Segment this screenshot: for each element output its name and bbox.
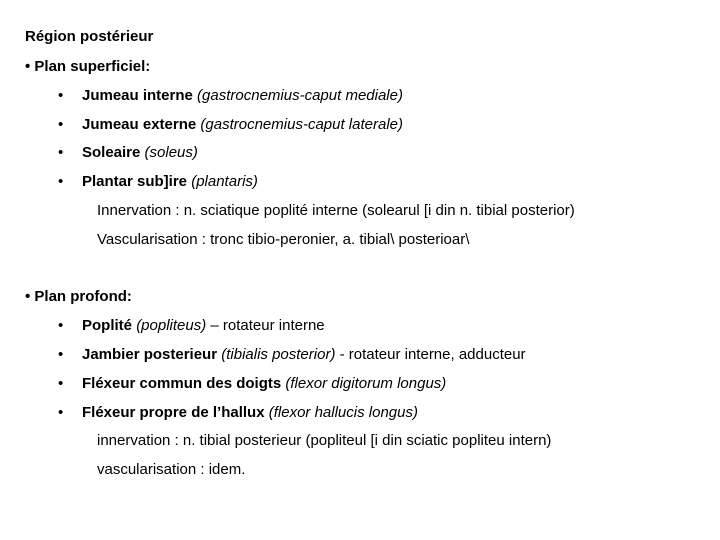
list-item <box>58 116 403 134</box>
innervation-text: Innervation : n. sciatique poplité interne (solearul [i din n. tibial posterior) <box>97 202 575 219</box>
latin-name: (gastrocnemius-caput laterale) <box>200 116 403 133</box>
innervation-text: innervation : n. tibial posterieur (popliteul [i din sciatic popliteu intern) <box>97 432 552 449</box>
bullet: • <box>58 144 64 161</box>
muscle-name: Plantar sub]ire <box>82 173 188 190</box>
muscle-name: Fléxeur propre de l’hallux <box>82 404 265 421</box>
list-item <box>58 173 258 191</box>
bullet: • <box>58 173 64 190</box>
list-item <box>58 144 198 162</box>
latin-name: (flexor hallucis longus) <box>268 404 418 421</box>
bullet: • <box>58 317 64 334</box>
superficial-heading: • Plan superficiel: <box>25 58 151 75</box>
latin-name: (popliteus) <box>136 317 207 334</box>
muscle-name: Jambier posterieur <box>82 346 218 363</box>
latin-name: (gastrocnemius-caput mediale) <box>197 87 403 104</box>
vascularisation-text: Vascularisation : tronc tibio-peronier, a. tibial\ posterioar\ <box>97 231 470 248</box>
bullet: • <box>58 404 64 421</box>
latin-name: (soleus) <box>144 144 198 161</box>
list-item <box>58 346 526 364</box>
list-item <box>58 404 418 422</box>
muscle-note: – rotateur interne <box>206 317 325 334</box>
muscle-name: Poplité <box>82 317 133 334</box>
muscle-name: Fléxeur commun des doigts <box>82 375 282 392</box>
deep-heading: • Plan profond: <box>25 288 132 305</box>
bullet: • <box>58 116 64 133</box>
bullet: • <box>58 375 64 392</box>
bullet: • <box>58 87 64 104</box>
list-item <box>58 87 403 105</box>
list-item <box>58 317 325 335</box>
muscle-name: Jumeau interne <box>82 87 193 104</box>
bullet: • <box>58 346 64 363</box>
list-item <box>58 375 446 393</box>
vascularisation-text: vascularisation : idem. <box>97 461 246 478</box>
muscle-name: Soleaire <box>82 144 141 161</box>
latin-name: (plantaris) <box>191 173 258 190</box>
muscle-note: - rotateur interne, adducteur <box>335 346 526 363</box>
latin-name: (tibialis posterior) <box>221 346 336 363</box>
page-title: Région postérieur <box>25 28 154 45</box>
muscle-name: Jumeau externe <box>82 116 197 133</box>
latin-name: (flexor digitorum longus) <box>285 375 447 392</box>
